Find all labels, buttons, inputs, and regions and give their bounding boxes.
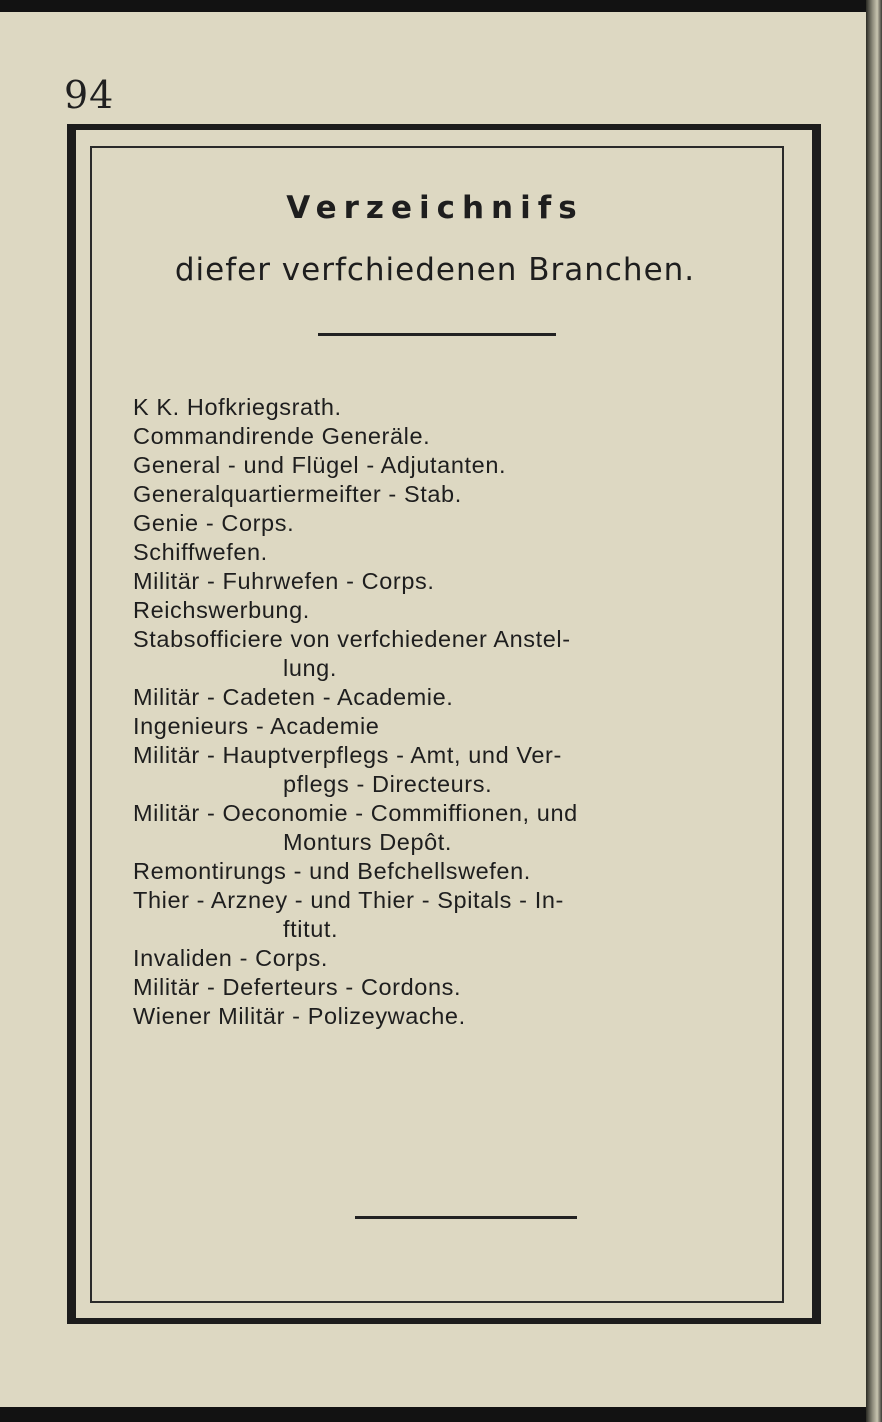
list-item: Commandirende Generäle. <box>133 423 431 449</box>
branch-list <box>133 393 783 1031</box>
list-item: Reichswerbung. <box>133 597 310 623</box>
list-item: Militär - Oeconomie - Commiffionen, und <box>133 800 578 826</box>
list-item: Invaliden - Corps. <box>133 945 328 971</box>
list-item: General - und Flügel - Adjutanten. <box>133 452 507 478</box>
list-item-continuation: lung. <box>283 655 337 681</box>
list-item-continuation: Monturs Depôt. <box>283 829 453 855</box>
list-item: Ingenieurs - Academie <box>133 713 380 739</box>
list-item-continuation: ftitut. <box>283 916 339 942</box>
list-item: Schiffwefen. <box>133 539 268 565</box>
page-number: 94 <box>64 73 115 117</box>
list-item: Thier - Arzney - und Thier - Spitals - In- <box>133 887 564 913</box>
bottom-divider <box>355 1216 577 1219</box>
list-item: Genie - Corps. <box>133 510 295 536</box>
heading-title: Verzeichnifs <box>286 190 584 226</box>
list-item: Stabsofficiere von verfchiedener Anstel- <box>133 626 571 652</box>
top-divider <box>318 333 556 336</box>
list-item: Militär - Deferteurs - Cordons. <box>133 974 462 1000</box>
list-item: Generalquartiermeifter - Stab. <box>133 481 462 507</box>
list-item: K K. Hofkriegsrath. <box>133 394 342 420</box>
list-item: Wiener Militär - Polizeywache. <box>133 1003 466 1029</box>
list-item: Militär - Hauptverpflegs - Amt, und Ver- <box>133 742 562 768</box>
heading-subtitle: diefer verfchiedenen Branchen. <box>174 252 696 288</box>
list-item: Remontirungs - und Befchellswefen. <box>133 858 531 884</box>
list-item: Militär - Cadeten - Academie. <box>133 684 454 710</box>
list-item: Militär - Fuhrwefen - Corps. <box>133 568 435 594</box>
list-item-continuation: pflegs - Directeurs. <box>283 771 493 797</box>
page-edge <box>866 0 882 1422</box>
